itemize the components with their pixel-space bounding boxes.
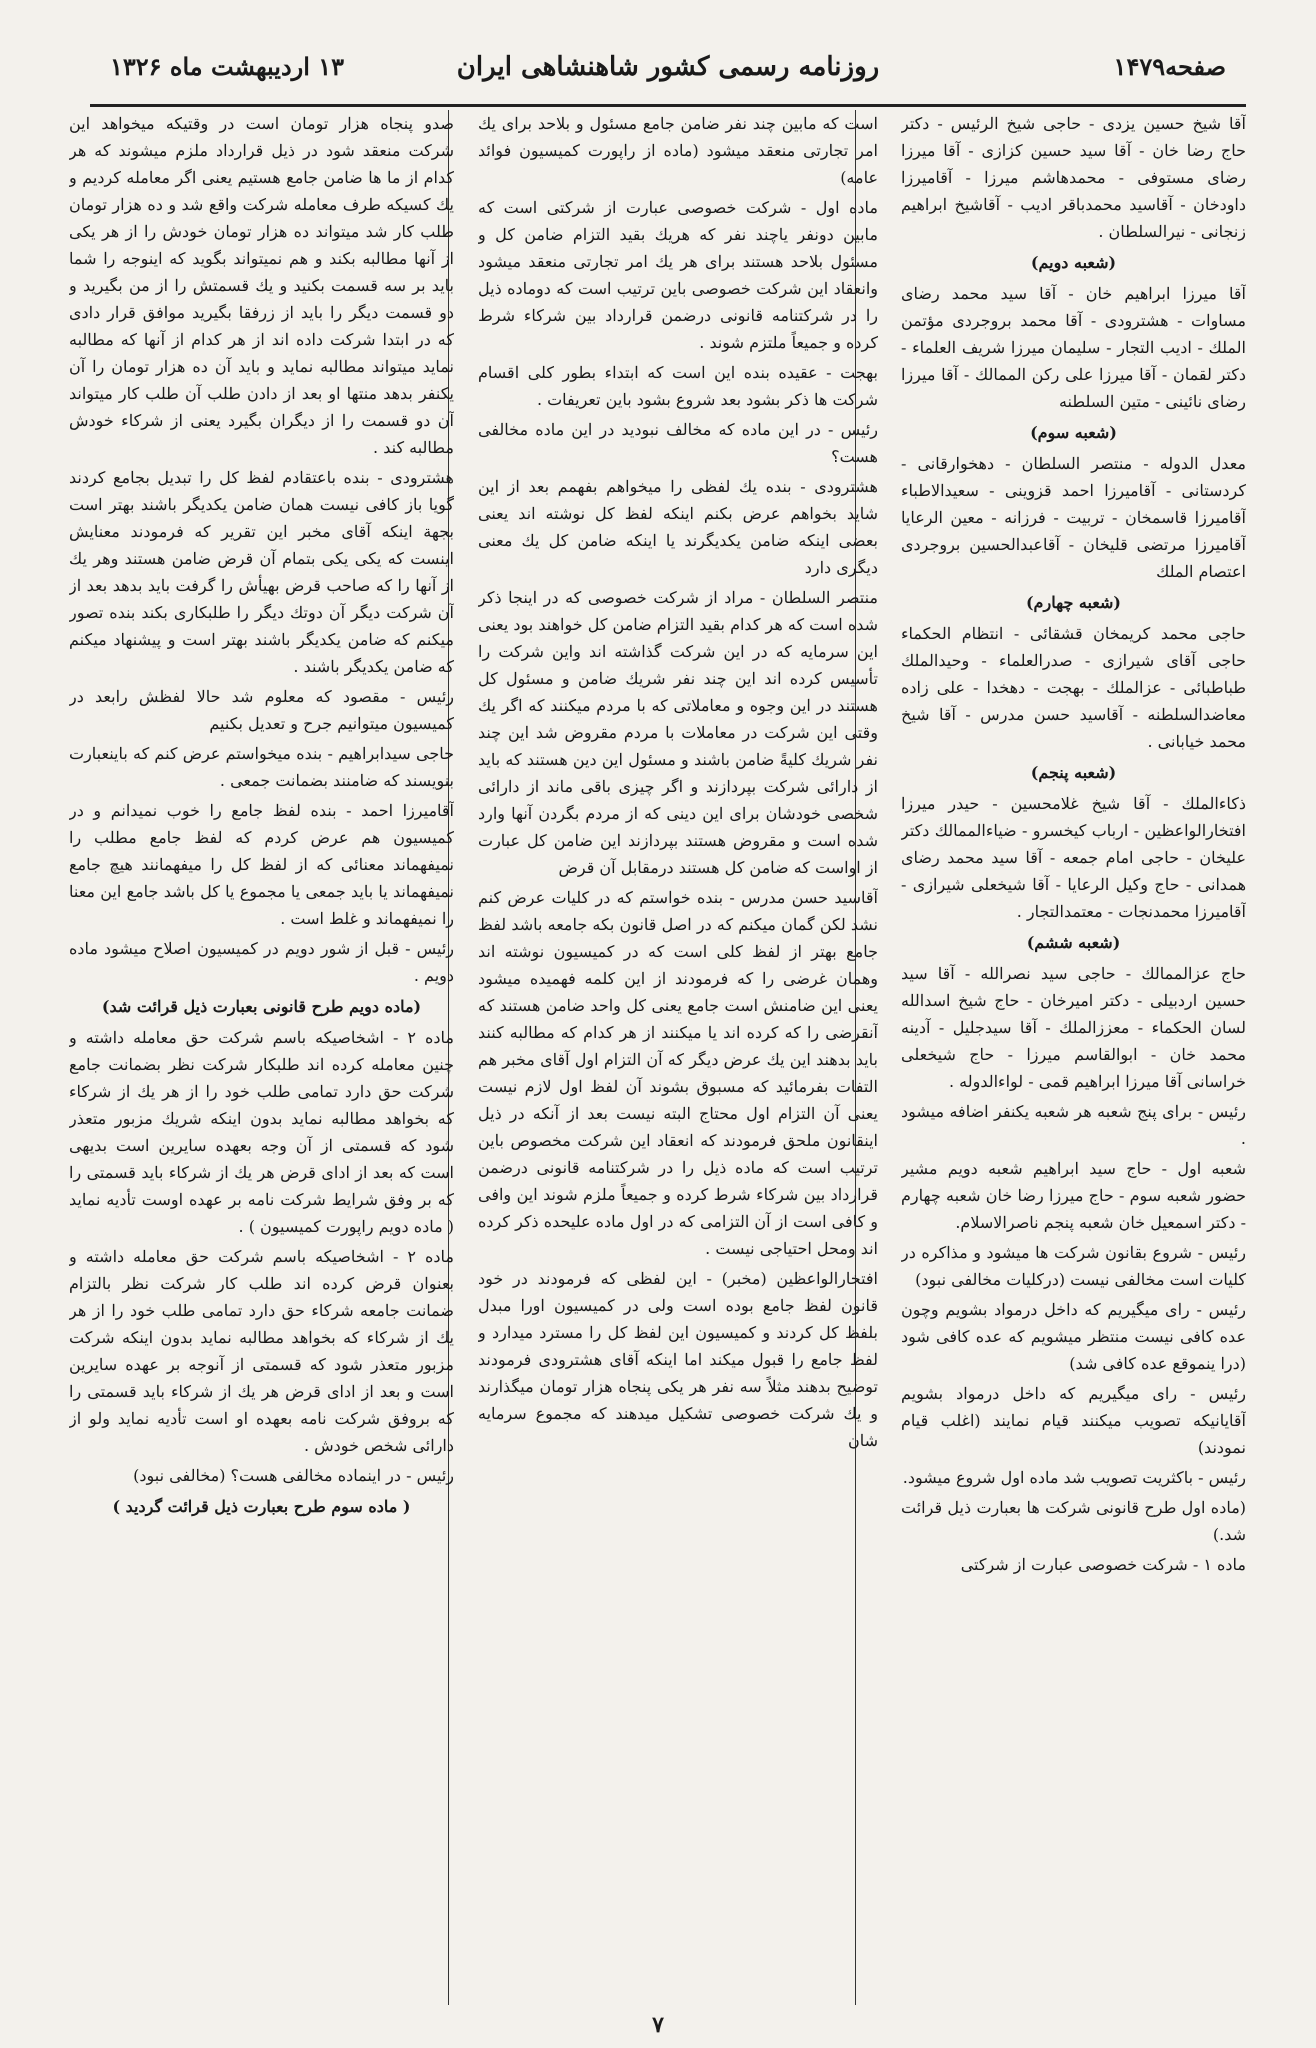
paragraph: رئیس - برای پنج شعبه هر شعبه یکنفر اضافه میشود . bbox=[901, 1102, 1246, 1148]
paragraph: صدو پنجاه هزار تومان است در وقتیکه میخواهد این شرکت منعقد شود در ذیل قرارداد ملزم میشوند که هر کدام از ما ها ضامن جامع هستیم یعنی اگر معامله کردیم و یك کسیکه طرف معامله شرکت واقع شد و ده هزار تومان طلب کار شد میتواند ده هزار تومان خودش را از هر یکی از آنها مطالبه بکند و هم نمیتواند بگوید که اینوجه را شما باید بر سه قسمت بکنید و یك قسمتش را از من بگیرید و دو قسمت دیگر را باید از زرفقا بگیرید موافق قرار دادی که در ابتدا شرکت داده اند از هر کدام از آنها که مطالبه نماید میتواند مطالبه نماید و باید آن ده هزار تومان را آن یکنفر بدهد منتها او بعد از دادن طلب آن طلب کار میتواند آن دو قسمت را از دیگران بگیرد یعنی از شرکاء خودش مطالبه کند . bbox=[69, 114, 454, 457]
section-heading: (ماده دویم طرح قانونی بعبارت ذیل قرائت شد) bbox=[101, 997, 422, 1016]
section-heading: (شعبه پنجم) bbox=[1030, 763, 1117, 782]
paragraph: رئیس - رای میگیریم که داخل درمواد بشویم آقایانیکه تصویب میکنند قیام نمایند (اغلب قیام نمودند) bbox=[901, 1384, 1246, 1457]
paragraph: رئیس - قبل از شور دویم در کمیسیون اصلاح میشود ماده دویم . bbox=[69, 939, 454, 985]
page-label: صفحه۱۴۷۹ bbox=[1113, 52, 1226, 81]
paragraph: رئیس - شروع بقانون شرکت ها میشود و مذاکره در کلیات است مخالفی نیست (درکلیات مخالفی نبود) bbox=[901, 1243, 1246, 1289]
page-number: ۷ bbox=[652, 2012, 664, 2038]
paragraph: ماده اول - شرکت خصوصی عبارت از شرکتی است که مابین دونفر یاچند نفر که هریك بقید التزام ضامن کل و مسئول بلاحد هستند برای هر یك امر تجارتی منعقد میشود وانعقاد این شرکت خصوصی باین ترتیب است که دوماده ذیل را در شرکتنامه قانونی درضمن قرارداد بین شرکاء شرط کرده و جمیعاً ملتزم شوند . bbox=[478, 198, 878, 352]
paragraph: ذکاءالملك - آقا شیخ غلامحسین - حیدر میرزا افتخارالواعظین - ارباب کیخسرو - ضیاءالممالك دکتر علیخان - حاجی امام جمعه - آقا سید محمد رضای همدانی - حاج وکیل الرعایا - آقا شیخعلی شیرازی - آقامیرزا محمدنجات - معتمدالتجار . bbox=[901, 794, 1246, 921]
paragraph: منتصر السلطان - مراد از شرکت خصوصی که در اینجا ذکر شده است که هر کدام بقید التزام ضامن کل خواهند بود یعنی این سرمایه که در این شرکت گذاشته اند واین شرکت را تأسیس کرده اند این چند نفر شریك ضامن و مسئول کل هستند در این وجوه و معاملاتی که با مردم میکنند که اگر یك وقتی این شرکت در معاملات با مردم مقروض شد این چند نفر شریك کلیةً ضامن باشند و مسئول این دین هستند که باید از دارائی شرکت بپردازند و اگر چیزی باقی ماند از دارائی شخصی خودشان برای این دینی که از مردم بگردن آنها وارد شده است و مقروض هستند بپردازند این ضامن کل عبارت از اواست که ضامن کل هستند درمقابل آن قرض bbox=[478, 588, 878, 877]
paragraph: هشترودی - بنده یك لفظی را میخواهم بفهمم بعد از این شاید بخواهم عرض بکنم اینکه لفظ کل نوشته اند یعنی بعضی اینکه ضامن یکدیگرند یا اینکه ضامن کل یك معنی دیگری دارد bbox=[478, 477, 878, 577]
paragraph: است که مابین چند نفر ضامن جامع مسئول و بلاحد برای یك امر تجارتی منعقد میشود (ماده از راپورت کمیسیون فوائد عامه) bbox=[478, 114, 878, 187]
paragraph: رئیس - در اینماده مخالفی هست؟ (مخالفی نبود) bbox=[133, 1466, 454, 1485]
paragraph: حاجی سیدابراهیم - بنده میخواستم عرض کنم که باینعبارت بنویسند که ضامنند بضمانت جمعی . bbox=[69, 744, 454, 790]
column-right bbox=[901, 110, 1246, 2005]
issue-date: ۱۳ اردیبهشت ماه ۱۳۲۶ bbox=[110, 52, 345, 81]
section-heading: ( ماده سوم طرح بعبارت ذیل قرائت گردید ) bbox=[112, 1497, 411, 1516]
paragraph: بهجت - عقیده بنده این است که ابتداء بطور کلی اقسام شرکت ها ذکر بشود بعد شروع بشود باین تعریفات . bbox=[478, 363, 878, 409]
paragraph: رئیس - در این ماده که مخالف نبودید در این ماده مخالفی هست؟ bbox=[478, 420, 878, 466]
paragraph: (ماده اول طرح قانونی شرکت ها بعبارت ذیل قرائت شد.) bbox=[901, 1498, 1246, 1544]
paragraph: آقا شیخ حسین یزدی - حاجی شیخ الرئیس - دکتر حاج رضا خان - آقا سید حسین کزازی - آقا میرزا رضای مستوفی - محمدهاشم میرزا - آقامیرزا داودخان - آقاسید محمدباقر ادیب - آقاشیخ ابراهیم زنجانی - نیرالسلطان . bbox=[901, 114, 1246, 241]
newspaper-title: روزنامه رسمی کشور شاهنشاهی ایران bbox=[456, 52, 880, 82]
paragraph: ماده ۱ - شرکت خصوصی عبارت از شرکتی bbox=[960, 1555, 1246, 1574]
section-heading: (شعبه ششم) bbox=[1026, 933, 1121, 952]
column-middle bbox=[478, 110, 878, 2005]
paragraph: رئیس - رای میگیریم که داخل درمواد بشویم وچون عده کافی نیست منتظر میشویم که عده کافی شود (درا ینموقع عده کافی شد) bbox=[901, 1300, 1246, 1373]
paragraph: رئیس - مقصود که معلوم شد حالا لفظش رابعد در کمیسیون میتوانیم جرح و تعدیل بکنیم bbox=[69, 687, 454, 733]
paragraph: شعبه اول - حاج سید ابراهیم شعبه دویم مشیر حضور شعبه سوم - حاج میرزا رضا خان شعبه چهارم - دکتر اسمعیل خان شعبه پنجم ناصرالاسلام. bbox=[901, 1159, 1246, 1232]
column-left bbox=[69, 110, 454, 2005]
paragraph: آقامیرزا احمد - بنده لفظ جامع را خوب نمیدانم و در کمیسیون هم عرض کردم که لفظ جامع مطلب را نمیفهماند معنائی که از لفظ کل را میفهمانند هیچ جامع نمیفهماند یا باید جمعی یا مجموع یا کل باشد جامع این معنا را نمیفهماند و غلط است . bbox=[69, 801, 454, 928]
paragraph: آقاسید حسن مدرس - بنده خواستم که در کلیات عرض کنم نشد لکن گمان میکنم که در اصل قانون بکه جامعه باشد لفظ جامع بهتر از لفظ کلی است که در کمیسیون نوشته اند وهمان غرضی را که فرمودند از این کلمه فهمیده میشود یعنی این ضامنش است جامع یعنی کل واحد ضامن هستند که آنقرضی را که کرده اند یا میکنند از هر کدام که مطالبه کنند باید بدهند این یك عرض دیگر که آن التزام اول آقای مخبر هم التفات بفرمائید که مسبوق بشوند آن لفظ اول لازم نیست یعنی آن التزام اول محتاج البته نیست بعد از آنکه در ذیل اینقانون ملحق فرمودند که انعقاد این شرکت مخصوص باین ترتیب است که ماده ذیل را در شرکتنامه قانونی درضمن قرارداد بین شرکاء شرط کرده و جمیعاً ملزم شوند این وافی و کافی است از آن التزامی که در اول ماده علیحده ذکر کرده اند ومحل احتیاجی نیست . bbox=[478, 888, 878, 1258]
paragraph: ماده ۲ - اشخاصیکه باسم شرکت حق معامله داشته و چنین معامله کرده اند طلبکار شرکت نظر بضمانت جامع شرکت حق دارد تمامی طلب خود را از هر یك از شرکاء که بخواهد مطالبه نماید بدون اینکه شریك مزبور متعذر شود که قسمتی از آن وجه بعهده سایرین است بدیهی است که بعد از ادای قرض هر یك از شرکاء باید قسمتی را که بر وفق شرایط شرکت نامه بر عهده اوست تأدیه نماید ( ماده دویم راپورت کمیسیون ) . bbox=[69, 1028, 454, 1236]
paragraph: هشترودی - بنده باعتقادم لفظ کل را تبدیل بجامع کردند گویا باز کافی نیست همان ضامن یکدیگر باشند بهتر است بجهة اینکه آقای مخبر این تقریر که فرمودند معنایش اینست که یکی یکی بتمام آن قرض ضامن هستند وهر یك از آنها را که صاحب قرض بهیأش را گرفت باید بدهد بعد از آن شرکت دیگر آن دوتك دیگر را طلبکاری بکند بنده تصور میکنم که ضامن یکدیگر باشند بهتر است و پیشنهاد میکنم که ضامن یکدیگر باشند . bbox=[69, 468, 454, 676]
paragraph: رئیس - باکثریت تصویب شد ماده اول شروع میشود. bbox=[902, 1468, 1246, 1487]
section-heading: (شعبه چهارم) bbox=[1025, 593, 1121, 612]
paragraph: حاجی محمد کریمخان قشقائی - انتظام الحکماء حاجی آقای شیرازی - صدرالعلماء - وحیدالملك طباطبائی - عزالملك - بهجت - دهخدا - علی زاده معاضدالسلطنه - آقاسید حسن مدرس - آقا شیخ محمد خیابانی . bbox=[901, 624, 1246, 751]
paragraph: حاج عزالممالك - حاجی سید نصرالله - آقا سید حسین اردبیلی - دکتر امیرخان - حاج شیخ اسدالله لسان الحکماء - معززالملك - آقا سیدجلیل - آدینه محمد خان - ابوالقاسم میرزا - حاج شیخعلی خراسانی آقا میرزا ابراهیم قمی - لواءالدوله . bbox=[901, 964, 1246, 1091]
paragraph: آقا میرزا ابراهیم خان - آقا سید محمد رضای مساوات - هشترودی - آقا محمد بروجردی مؤتمن الملك - ادیب التجار - سلیمان میرزا شریف العلماء - دکتر لقمان - آقا میرزا علی رکن الممالك - آقا میرزا رضای نائینی - متین السلطنه bbox=[901, 284, 1246, 411]
section-heading: (شعبه دویم) bbox=[1030, 253, 1117, 272]
paragraph: افتخارالواعظین (مخبر) - این لفظی که فرمودند در خود قانون لفظ جامع بوده است ولی در کمیسیون اورا مبدل بلفظ کل کردند و کمیسیون این لفظ کل را مسترد میدارد و لفظ جامع را قبول میکند اما اینکه آقای هشترودی فرمودند توضیح بدهند مثلاً سه نفر هر یکی پنجاه هزار تومان میگذارند و یك شرکت خصوصی تشکیل میدهند که مجموع سرمایه شان bbox=[478, 1269, 878, 1450]
paragraph: معدل الدوله - منتصر السلطان - دهخوارقانی - کردستانی - آقامیرزا احمد قزوینی - سعیدالاطباء آقامیرزا قاسمخان - تربیت - فرزانه - معین الرعایا آقامیرزا مرتضی قلیخان - آقاعبدالحسین بروجردی اعتصام الملك bbox=[901, 454, 1246, 581]
page-header bbox=[90, 48, 1246, 107]
paragraph: ماده ۲ - اشخاصیکه باسم شرکت حق معامله داشته و بعنوان قرض کرده اند طلب کار شرکت نظر بالتزام ضمانت جامعه شرکاء حق دارد تمامی طلب خود را از هر یك از شرکاء که بخواهد مطالبه نماید بدون اینکه شرکت مزبور متعذر شود که قسمتی از آنوجه بر عهده سایرین است و بعد از ادای قرض هر یك از شرکاء باید قسمتی را که بروفق شرکت نامه بعهده او است تأدیه نماید ولو از دارائی شخص خودش . bbox=[69, 1247, 454, 1455]
section-heading: (شعبه سوم) bbox=[1030, 423, 1117, 442]
